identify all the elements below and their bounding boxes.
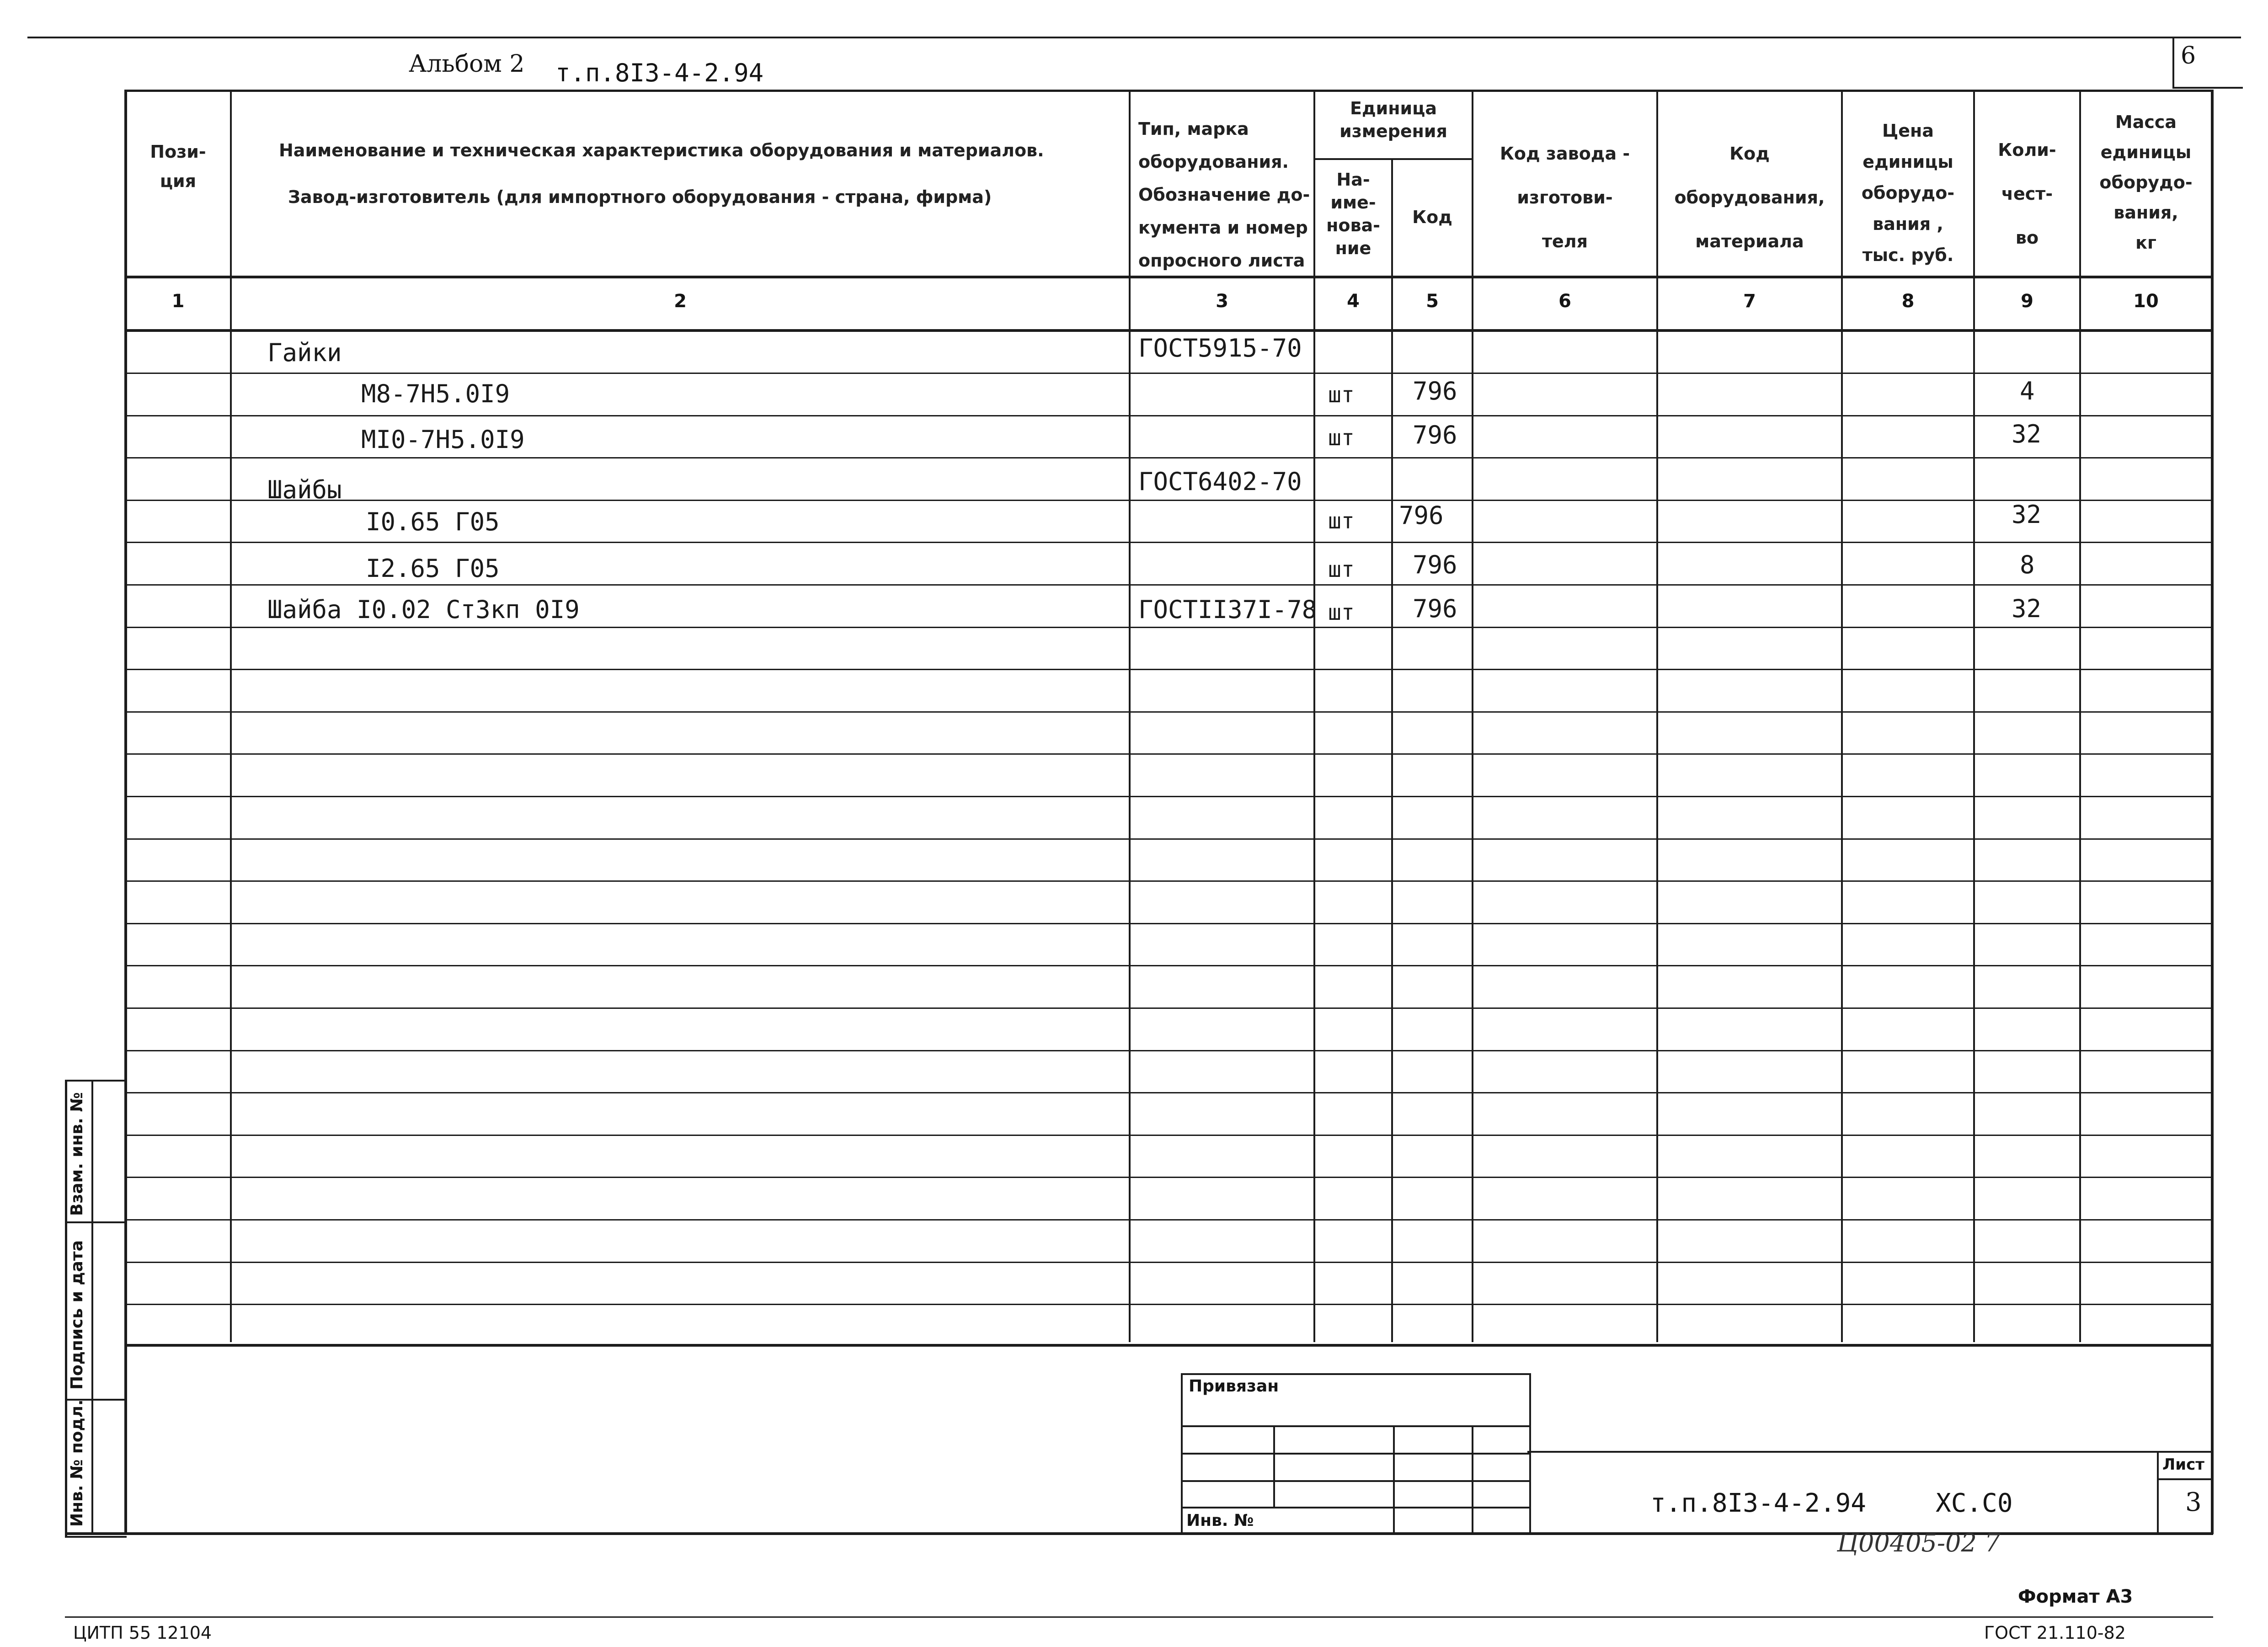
privyazan-line-4 <box>1181 1507 1529 1508</box>
album-label: Альбом 2 <box>409 50 525 78</box>
row-rule <box>124 584 2211 586</box>
right-frame-line <box>2211 90 2214 1534</box>
row-code: 796 <box>1413 421 1457 449</box>
top-page-line <box>27 37 2241 38</box>
row-name: I0.65 Г05 <box>366 507 500 536</box>
handwritten-number: Ц00405-02 7 <box>1837 1529 2001 1557</box>
list-label: Лист <box>2162 1455 2204 1474</box>
col-number-6: 6 <box>1558 291 1571 312</box>
col-number-8: 8 <box>1901 291 1915 312</box>
col-line-7 <box>1841 90 1843 1342</box>
row-doc: ГОСТ6402-70 <box>1138 467 1302 496</box>
header-unit: Единица измерения <box>1339 98 1447 141</box>
row-unit: шт <box>1328 557 1355 582</box>
col-line-8 <box>1973 90 1975 1342</box>
row-rule <box>124 627 2211 628</box>
row-unit: шт <box>1328 600 1355 625</box>
side-label-inv: Инв. № подл. <box>68 1399 86 1527</box>
list-box-div <box>2157 1478 2213 1480</box>
row-rule <box>124 1092 2211 1093</box>
row-name: Шайба I0.02 Ст3кп 0I9 <box>267 595 580 624</box>
row-rule <box>124 1262 2211 1263</box>
header-type: Тип, марка оборудования. Обозначение до- кумента и номер опросного листа <box>1138 119 1310 271</box>
row-rule <box>124 500 2211 501</box>
col-number-7: 7 <box>1743 291 1756 312</box>
side-strip-inner-line <box>91 1080 93 1534</box>
row-rule <box>124 838 2211 840</box>
col-line-6 <box>1656 90 1658 1342</box>
col-number-3: 3 <box>1216 291 1228 312</box>
row-qty: 32 <box>2012 500 2042 529</box>
header-name-line2: Завод-изготовитель (для импортного оборудования - страна, фирма) <box>288 187 992 207</box>
footer-line <box>65 1616 2213 1618</box>
row-qty: 32 <box>2012 420 2042 448</box>
header-plant-code: Код завода - изготови- теля <box>1500 144 1630 251</box>
col-line-4 <box>1391 158 1393 1342</box>
privyazan-col-2 <box>1393 1425 1395 1532</box>
list-value: 3 <box>2185 1487 2202 1517</box>
footer-left: ЦИТП 55 12104 <box>73 1623 212 1643</box>
row-code: 796 <box>1413 594 1457 623</box>
col-number-9: 9 <box>2021 291 2033 312</box>
header-name-line1: Наименование и техническая характеристика оборудования и материалов. <box>279 140 1044 160</box>
row-doc: ГОСТII37I-78 <box>1138 595 1317 624</box>
privyazan-col-1 <box>1273 1425 1275 1507</box>
row-name: МI0-7Н5.0I9 <box>361 425 525 454</box>
row-qty: 4 <box>2020 377 2035 405</box>
row-unit: шт <box>1328 382 1355 408</box>
row-qty: 32 <box>2012 594 2042 623</box>
header-price: Цена единицы оборудо- вания , тыс. руб. <box>1861 121 1955 265</box>
row-code: 796 <box>1413 377 1457 405</box>
row-rule <box>124 923 2211 924</box>
col-number-2: 2 <box>674 291 687 312</box>
row-unit: шт <box>1328 425 1355 451</box>
row-rule <box>124 796 2211 797</box>
stamp-doc-code: т.п.8I3-4-2.94 <box>1650 1488 1867 1518</box>
header-quantity: Коли- чест- во <box>1998 140 2056 248</box>
page-number: 6 <box>2181 42 2196 69</box>
row-rule <box>124 1219 2211 1221</box>
row-name: I2.65 Г05 <box>366 554 500 583</box>
col-line-3 <box>1313 90 1315 1342</box>
privyazan-line-2 <box>1181 1453 1529 1455</box>
footer-format: Формат А3 <box>2018 1586 2133 1607</box>
side-label-podpis: Подпись и дата <box>68 1240 86 1390</box>
row-rule <box>124 669 2211 670</box>
privyazan-col-3 <box>1472 1425 1473 1532</box>
row-code: 796 <box>1413 550 1457 579</box>
stamp-mark: ХС.С0 <box>1936 1488 2013 1518</box>
stamp-top-line <box>1527 1451 2213 1453</box>
header-unit-code: Код <box>1412 207 1452 227</box>
col-line-5 <box>1472 90 1473 1342</box>
col-line-2 <box>1129 90 1131 1342</box>
numbers-bottom-line <box>124 329 2213 332</box>
row-code: 796 <box>1399 501 1444 530</box>
row-rule <box>124 542 2211 543</box>
row-unit: шт <box>1328 508 1355 534</box>
col-number-5: 5 <box>1426 291 1439 312</box>
side-label-vzam: Взам. инв. № <box>68 1092 86 1216</box>
privyazan-label: Привязан <box>1189 1377 1279 1396</box>
col-line-9 <box>2079 90 2081 1342</box>
table-rows-bottom <box>124 1344 2213 1347</box>
row-rule <box>124 1050 2211 1051</box>
row-rule <box>124 1135 2211 1136</box>
side-strip-div-1 <box>65 1221 124 1223</box>
row-rule <box>124 753 2211 755</box>
row-qty: 8 <box>2020 550 2035 579</box>
row-name: М8-7Н5.0I9 <box>361 379 510 408</box>
row-name: Шайбы <box>267 475 342 504</box>
row-rule <box>124 415 2211 416</box>
row-rule <box>124 1007 2211 1009</box>
row-rule <box>124 373 2211 374</box>
project-code-top: т.п.8I3-4-2.94 <box>555 59 764 87</box>
col-number-4: 4 <box>1347 291 1360 312</box>
row-rule <box>124 880 2211 882</box>
row-rule <box>124 1304 2211 1305</box>
header-position: Пози- ция <box>150 142 206 191</box>
footer-gost: ГОСТ 21.110-82 <box>1984 1623 2126 1643</box>
row-rule <box>124 457 2211 458</box>
row-rule <box>124 1177 2211 1178</box>
col-line-1 <box>230 90 232 1342</box>
row-rule <box>124 711 2211 713</box>
row-rule <box>124 965 2211 966</box>
header-unit-name: На- име- нова- ние <box>1326 170 1380 258</box>
col-number-1: 1 <box>171 291 185 312</box>
row-doc: ГОСТ5915-70 <box>1138 334 1302 362</box>
row-name: Гайки <box>267 338 342 367</box>
col-number-10: 10 <box>2133 291 2159 312</box>
header-mass: Масса единицы оборудо- вания, кг <box>2099 112 2193 253</box>
privyazan-line-3 <box>1181 1480 1529 1482</box>
header-equipment-code: Код оборудования, материала <box>1674 144 1825 251</box>
inv-no-label: Инв. № <box>1186 1511 1254 1530</box>
privyazan-line-1 <box>1181 1425 1529 1427</box>
